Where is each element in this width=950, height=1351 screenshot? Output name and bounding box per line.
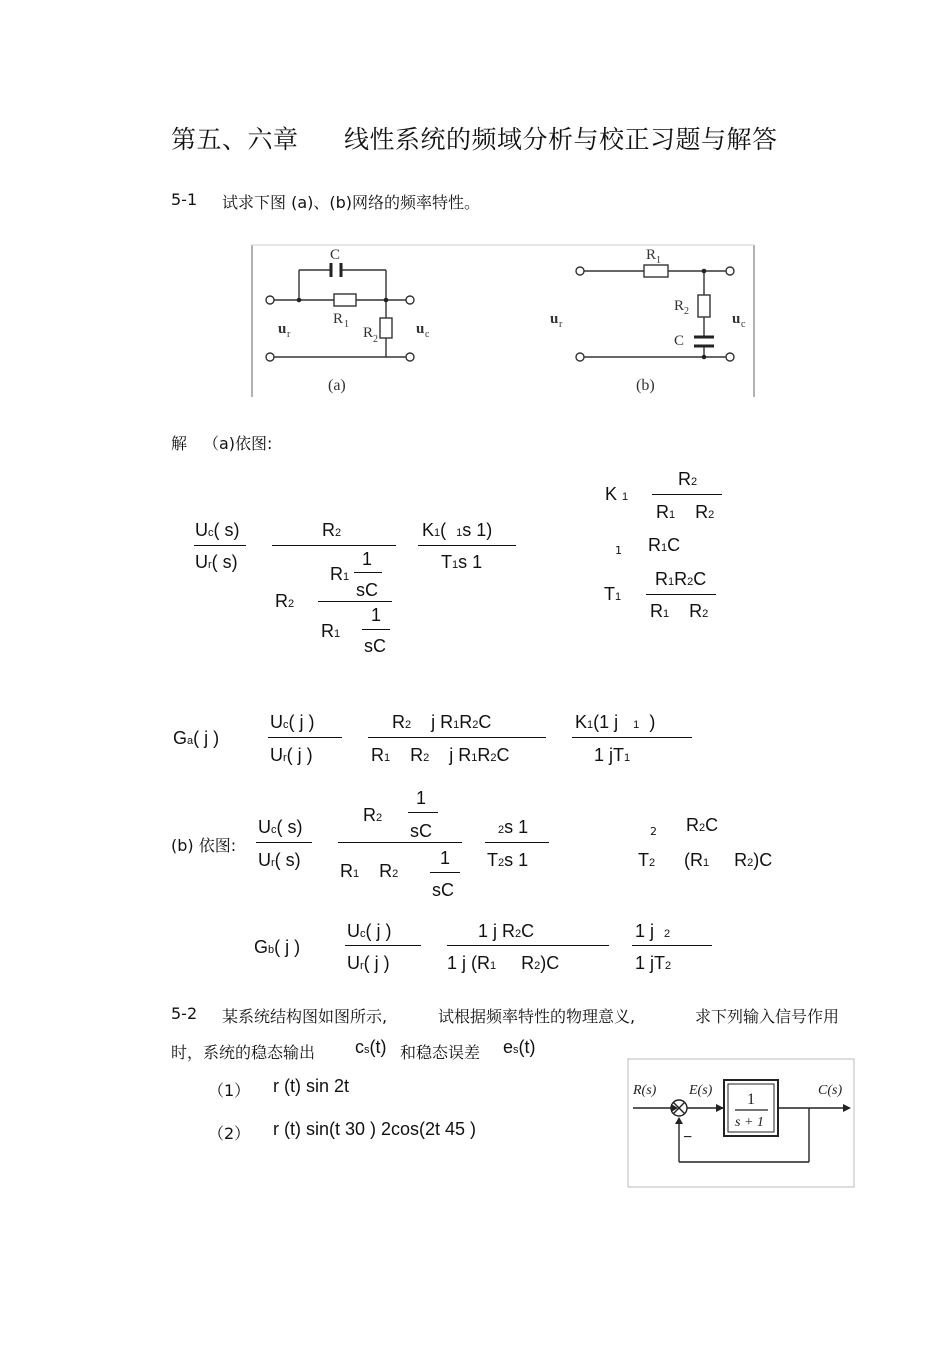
block-diagram <box>627 1058 855 1188</box>
signal-C: C(s) <box>818 1083 843 1098</box>
t1-den: R1 R2 <box>650 601 709 621</box>
fraction-bar <box>354 572 382 573</box>
eqb-den-r: R1 R2 <box>340 861 399 881</box>
solution-b-label: (b) 依图: <box>171 836 237 855</box>
eqa-r1-top: R1 <box>330 564 350 584</box>
problem-text-1a: 某系统结构图如图所示, <box>222 1007 388 1026</box>
tf-denominator: s + 1 <box>735 1115 764 1130</box>
eqa-r1-bot: R1 <box>321 621 341 641</box>
problem-number: 5-1 <box>171 190 198 209</box>
ga-den2: R1 R2 j R1R2C <box>371 745 510 765</box>
eqb-one-bot: 1 <box>440 848 451 868</box>
t2-value: (R1 R2)C <box>684 850 773 870</box>
label-R1-a: R <box>333 311 344 327</box>
fraction-bar <box>572 737 692 738</box>
problem-text-1c: 求下列输入信号作用 <box>695 1007 840 1026</box>
gb-den2: 1 j (R1 R2)C <box>447 953 560 973</box>
fraction-bar <box>318 601 392 602</box>
problem-text: 试求下图 (a)、(b)网络的频率特性。 <box>222 193 481 212</box>
problem-number: 5-2 <box>171 1004 198 1023</box>
gb-num1: Uc( j ) <box>347 921 392 941</box>
fraction-bar <box>368 737 546 738</box>
tau1-value: R1C <box>648 535 681 555</box>
signal-E: E(s) <box>689 1083 713 1098</box>
k1-label: K 1 <box>605 484 629 504</box>
fraction-bar <box>447 945 609 946</box>
solution-label: 解 <box>171 434 188 453</box>
solution-a-label: （a)依图: <box>203 434 273 453</box>
eqa-rhs-num: K1( 1s 1) <box>422 520 493 540</box>
label-ucs-b: c <box>741 319 746 330</box>
fraction-bar <box>408 812 438 813</box>
item-2-number: （2） <box>208 1124 251 1143</box>
fraction-bar <box>362 629 390 630</box>
fraction-bar <box>345 945 421 946</box>
label-R2s-b: 2 <box>684 306 689 317</box>
eqa-lhs-num: Uc( s) <box>195 520 240 540</box>
label-uc-a: u <box>416 321 425 337</box>
fraction-bar <box>272 545 396 546</box>
eqa-mid-num: R2 <box>322 520 342 540</box>
gb-den1: Ur( j ) <box>347 953 390 973</box>
tau2-label: 2 <box>650 825 657 838</box>
ga-num1: Uc( j ) <box>270 712 315 732</box>
label-ur-b: u <box>550 311 559 327</box>
ga-num3: K1(1 j 1 ) <box>575 712 656 732</box>
fraction-bar <box>268 737 342 738</box>
fraction-bar <box>646 594 716 595</box>
tf-numerator: 1 <box>747 1091 755 1108</box>
chapter-subtitle: 线性系统的频域分析与校正习题与解答 <box>344 125 778 154</box>
label-urs-a: r <box>287 329 291 340</box>
steady-output: cs(t) <box>355 1037 387 1057</box>
k1-den: R1 R2 <box>656 502 715 522</box>
chapter-title: 第五、六章 <box>171 125 299 154</box>
gb-den3: 1 jT2 <box>635 953 672 973</box>
t2-label: T2 <box>638 850 656 870</box>
fraction-bar <box>652 494 722 495</box>
label-ur-a: u <box>278 321 287 337</box>
label-ucs-a: c <box>425 329 430 340</box>
item-1-number: （1） <box>208 1081 251 1100</box>
eqb-rhs-num: 2s 1 <box>498 817 529 837</box>
eqb-one-top: 1 <box>416 788 427 808</box>
label-R2s-a: 2 <box>373 334 378 345</box>
eqa-sc-bot: sC <box>364 636 386 656</box>
label-R1s-b: 1 <box>656 255 661 266</box>
eqb-sc-bot: sC <box>432 880 454 900</box>
fraction-bar <box>256 842 312 843</box>
eqa-rhs-den: T1s 1 <box>441 552 483 572</box>
ga-label: Ga( j ) <box>173 728 220 748</box>
fraction-bar <box>338 842 462 843</box>
caption-b: (b) <box>636 377 655 394</box>
eqa-r2-den: R2 <box>275 591 295 611</box>
label-C-b: C <box>674 333 685 349</box>
ga-num2: R2 j R1R2C <box>392 712 492 732</box>
eqa-sc-top: sC <box>356 580 378 600</box>
gb-num2: 1 j R2C <box>478 921 535 941</box>
item-1-formula: r (t) sin 2t <box>273 1076 350 1096</box>
label-urs-b: r <box>559 319 563 330</box>
t1-num: R1R2C <box>655 569 707 589</box>
fraction-bar <box>430 872 460 873</box>
circuit-diagram <box>250 243 756 397</box>
label-R2-b: R <box>674 298 685 314</box>
k1-num: R2 <box>678 469 698 489</box>
fraction-bar <box>485 842 549 843</box>
eqa-one-top: 1 <box>362 549 373 569</box>
tau2-value: R2C <box>686 815 719 835</box>
label-R2-a: R <box>363 325 374 341</box>
eqa-lhs-den: Ur( s) <box>195 552 238 572</box>
eqb-sc-top: sC <box>410 821 432 841</box>
gb-label: Gb( j ) <box>254 937 301 957</box>
ga-den1: Ur( j ) <box>270 745 313 765</box>
item-2-formula: r (t) sin(t 30 ) 2cos(2t 45 ) <box>273 1119 477 1139</box>
ga-den3: 1 jT1 <box>594 745 631 765</box>
fraction-bar <box>632 945 712 946</box>
block-diagram-svg <box>627 1058 855 1188</box>
problem-text-1b: 试根据频率特性的物理意义, <box>438 1007 636 1026</box>
label-uc-b: u <box>732 311 741 327</box>
label-C-a: C <box>330 247 341 263</box>
fraction-bar <box>418 545 516 546</box>
problem-text-2a: 时，系统的稳态输出 <box>171 1043 316 1062</box>
eqb-rhs-den: T2s 1 <box>487 850 529 870</box>
label-R1s-a: 1 <box>344 319 349 330</box>
problem-text-2b: 和稳态误差 <box>400 1043 481 1062</box>
eqb-lhs-den: Ur( s) <box>258 850 301 870</box>
eqb-r2: R2 <box>363 805 383 825</box>
caption-a: (a) <box>328 377 346 394</box>
tau1-label: 1 <box>615 544 622 557</box>
eqb-lhs-num: Uc( s) <box>258 817 303 837</box>
signal-R: R(s) <box>633 1083 657 1098</box>
feedback-minus: − <box>683 1129 693 1146</box>
t1-label: T1 <box>604 584 622 604</box>
steady-error: es(t) <box>503 1037 536 1057</box>
fraction-bar <box>194 545 246 546</box>
eqa-one-bot: 1 <box>371 605 382 625</box>
gb-num3: 1 j 2 <box>635 921 671 941</box>
label-R1-b: R <box>646 247 657 263</box>
circuit-figure <box>250 243 756 397</box>
